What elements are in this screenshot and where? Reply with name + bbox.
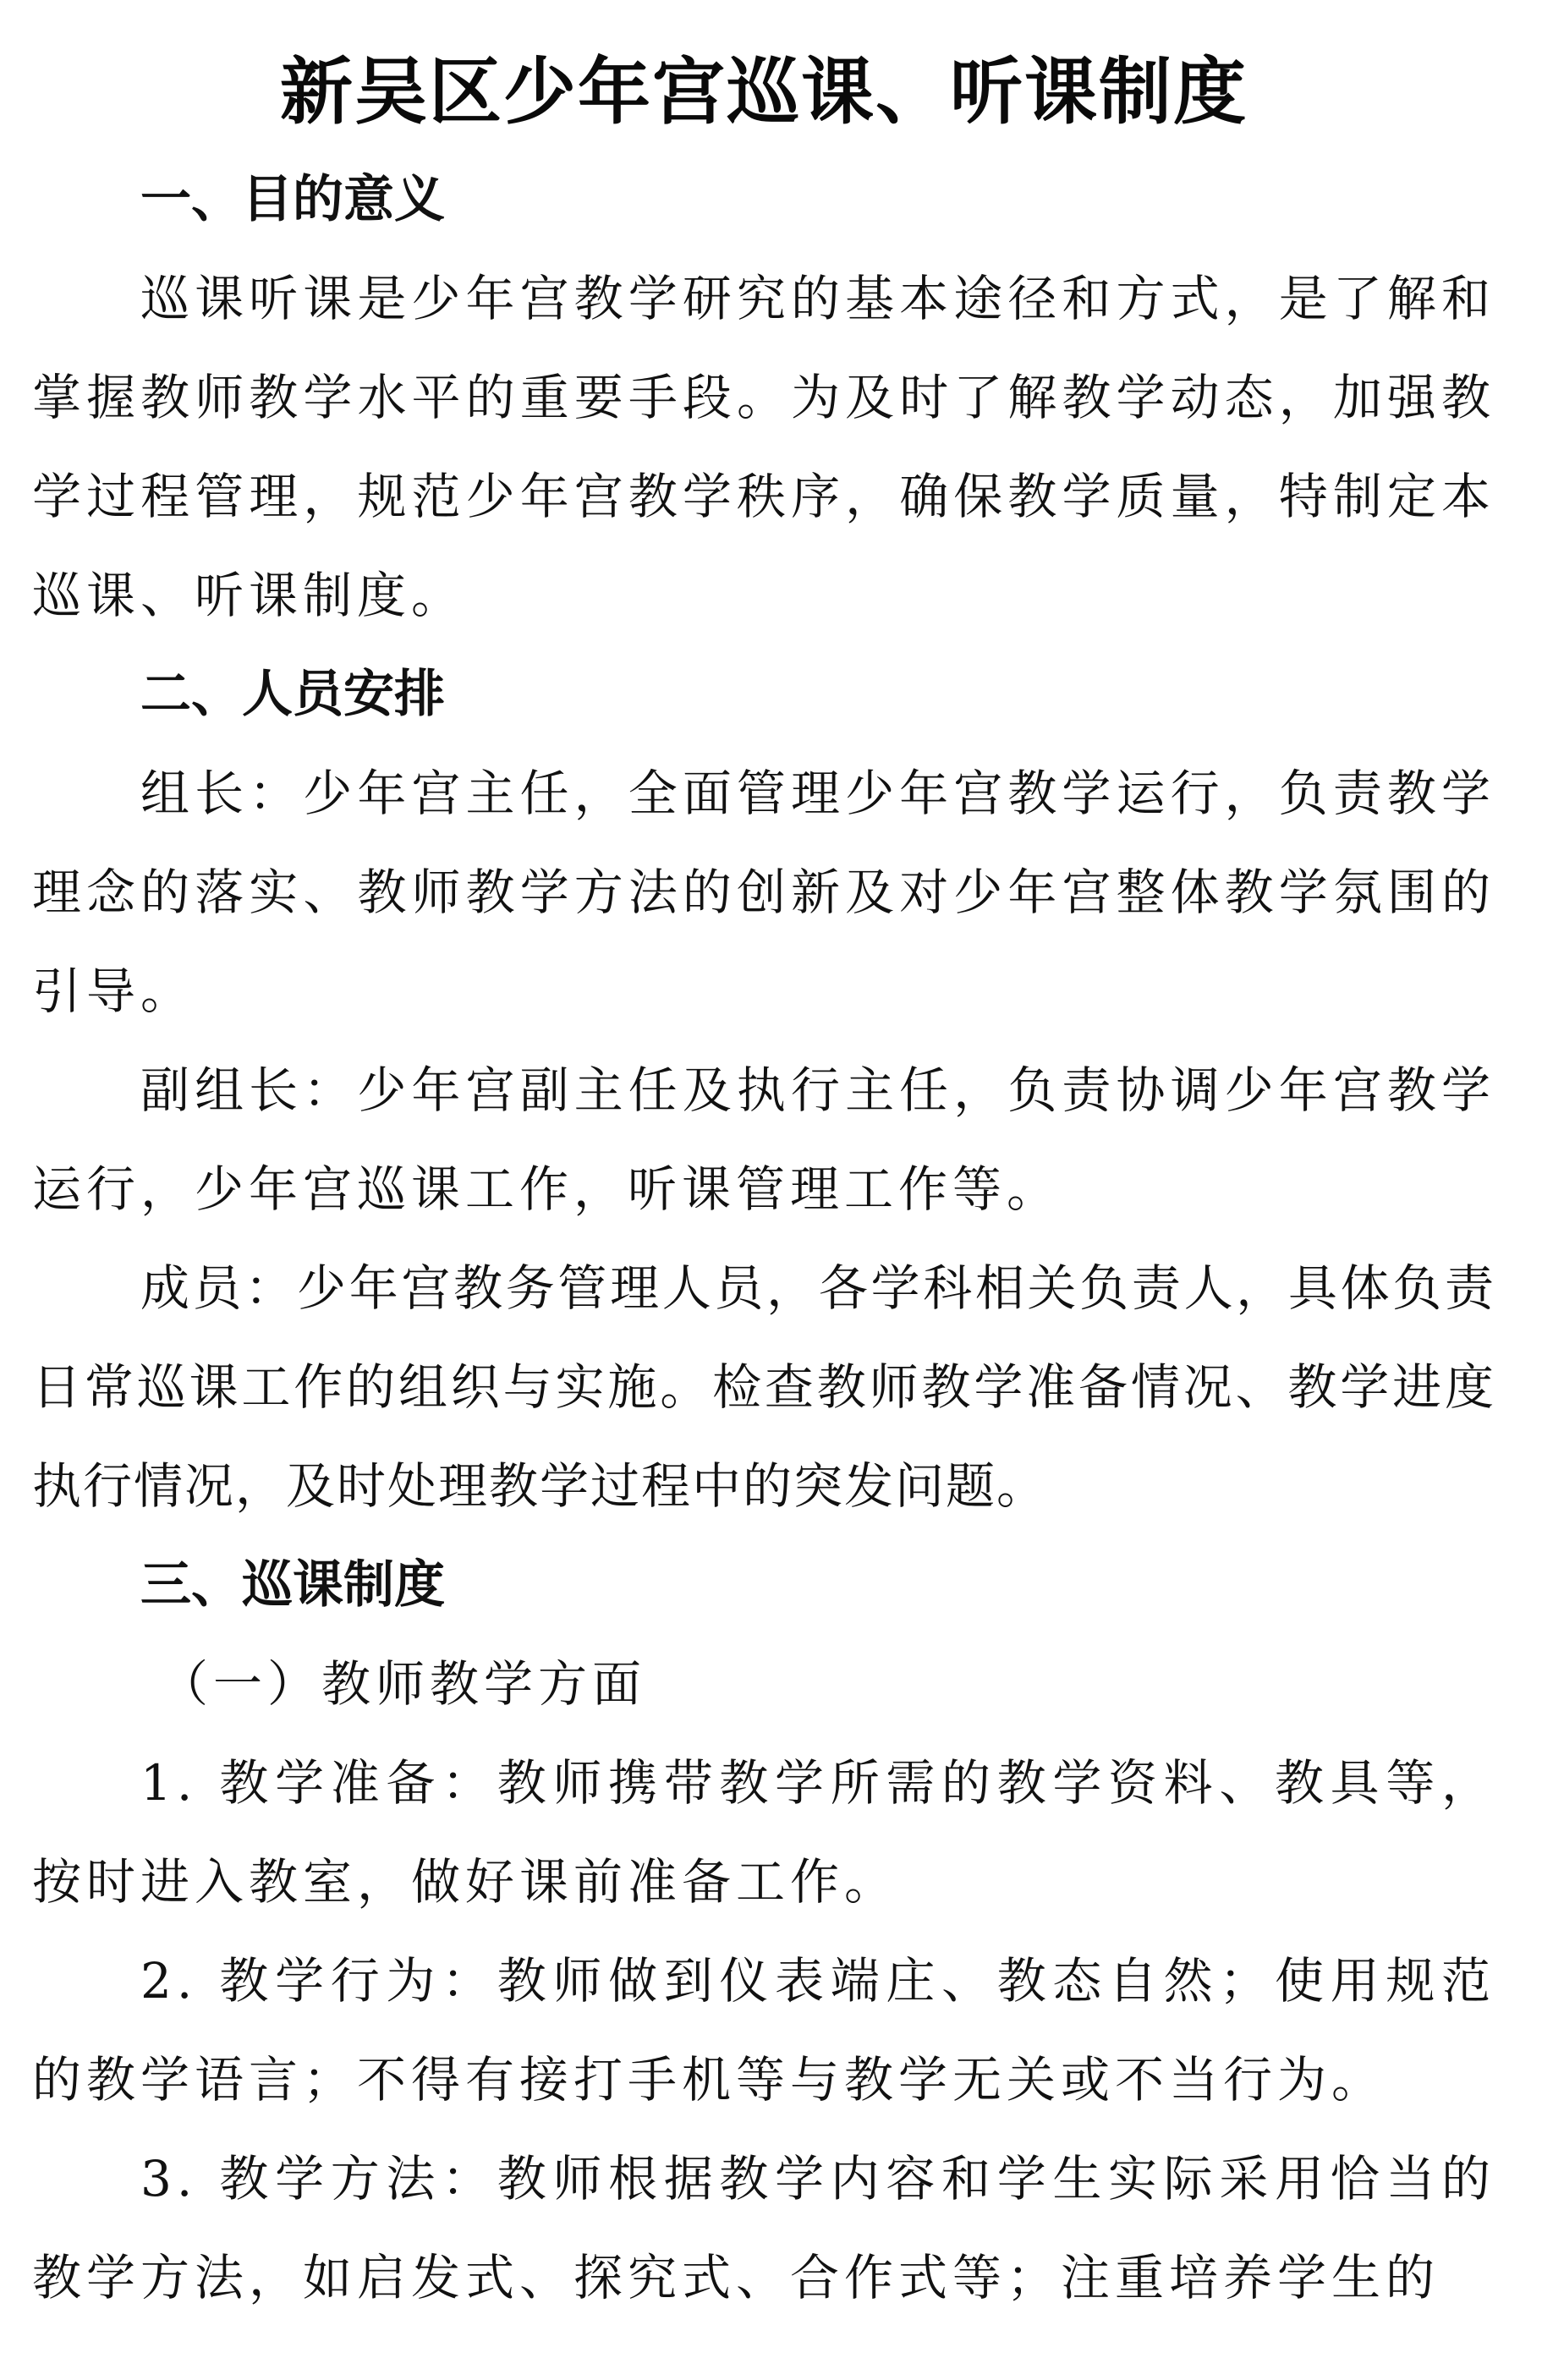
leader-paragraph: 组长：少年宫主任，全面管理少年宫教学运行，负责教学理念的落实、教师教学方法的创新及对少年宫整体教学氛围的引导。 (32, 765, 1495, 1020)
document-title: 新吴区少年宫巡课、听课制度 (280, 50, 1248, 134)
vice-leader-paragraph: 副组长：少年宫副主任及执行主任，负责协调少年宫教学运行，少年宫巡课工作，听课管理工作等。 (32, 1061, 1495, 1218)
purpose-paragraph: 巡课听课是少年宫教学研究的基本途径和方式，是了解和掌握教师教学水平的重要手段。为及时了解教学动态，加强教学过程管理，规范少年宫教学秩序，确保教学质量，特制定本巡课、听课制度。 (32, 270, 1495, 624)
subsection-heading-teaching: （一）教师教学方面 (159, 1655, 647, 1713)
section-heading-purpose: 一、目的意义 (140, 170, 445, 229)
section-heading-patrol: 三、巡课制度 (140, 1555, 445, 1615)
list-item: 1. 教学准备：教师携带教学所需的教学资料、教具等，按时进入教室，做好课前准备工作。 (32, 1754, 1495, 1911)
section-heading-personnel: 二、人员安排 (140, 665, 445, 724)
list-item: 3. 教学方法：教师根据教学内容和学生实际采用恰当的教学方法，如启发式、探究式、合作式等；注重培养学生的 (32, 2150, 1495, 2306)
members-paragraph: 成员：少年宫教务管理人员，各学科相关负责人，具体负责日常巡课工作的组织与实施。检查教师教学准备情况、教学进度执行情况，及时处理教学过程中的突发问题。 (32, 1259, 1495, 1515)
list-item: 2. 教学行为：教师做到仪表端庄、教态自然；使用规范的教学语言；不得有接打手机等与教学无关或不当行为。 (32, 1952, 1495, 2109)
